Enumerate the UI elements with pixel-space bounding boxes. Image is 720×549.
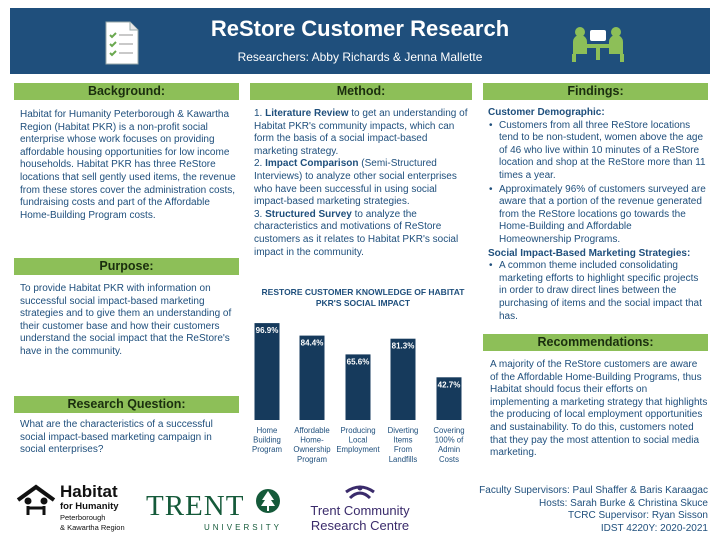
finding-item: • A common theme included consolidating marketing efforts to highlight specific projects in order to draw direct lines between the purchasing of items and the social impact that has. bbox=[488, 260, 706, 323]
bar-value-label: 84.4% bbox=[300, 338, 324, 348]
category-label: Home Building Program bbox=[252, 426, 282, 455]
poster-header bbox=[10, 8, 710, 74]
hosts: Hosts: Sarah Burke & Christina Skuce bbox=[539, 497, 708, 509]
demographic-title: Customer Demographic: bbox=[488, 107, 605, 118]
recommendations-text: A majority of the ReStore customers are aware of the Affordable Home-Building Programs, thus Habitat should focus their efforts on implementing a marketing strategy that highlights the producing of local employment opportunities and sustainability. To do this, customers noted that they pay the most attention to social media marketing. bbox=[490, 359, 708, 459]
researchers-line: Researchers: Abby Richards & Jenna Mallette bbox=[237, 50, 483, 64]
purpose-heading: Purpose: bbox=[14, 258, 239, 275]
bar-value-label: 42.7% bbox=[437, 380, 461, 390]
chart-bar bbox=[391, 339, 416, 420]
recommendations-heading: Recommendations: bbox=[483, 334, 708, 351]
category-label: Affordable Home-Ownership Program bbox=[293, 426, 331, 464]
research-question-heading: Research Question: bbox=[14, 396, 239, 413]
finding-item: • Approximately 96% of customers surveyed are aware that a portion of the revenue generated from the ReStore locations go towards the Home-Building and Affordable Homeownership Programs. bbox=[488, 184, 706, 247]
trent-crest-icon bbox=[254, 486, 282, 518]
social-impact-bar-chart bbox=[250, 310, 476, 470]
category-label: Covering 100% of Admin Costs bbox=[433, 426, 465, 464]
finding-item: • Customers from all three ReStore locations tend to be non-student, women above the age of 46 who live within 10 minutes of a ReStore location and shop at the ReStore more than 11 times a year. bbox=[488, 120, 706, 183]
supervisors-block bbox=[479, 485, 708, 535]
habitat-logo: Habitat for Humanity Peterborough & Kawartha Region bbox=[16, 482, 138, 538]
background-heading: Background: bbox=[14, 83, 239, 100]
faculty-supervisors: Faculty Supervisors: Paul Shaffer & Baris Karaagac bbox=[479, 485, 708, 496]
research-question-text: What are the characteristics of a successful social impact-based marketing campaign in social enterprises? bbox=[20, 419, 213, 456]
category-label: Producing Local Employment bbox=[336, 426, 380, 455]
bar-value-label: 81.3% bbox=[391, 341, 415, 351]
findings-heading: Findings: bbox=[483, 83, 708, 100]
method-heading: Method: bbox=[250, 83, 472, 100]
tcrc-supervisor: TCRC Supervisor: Ryan Sisson bbox=[567, 510, 708, 522]
category-label: Diverting Items From Landfills bbox=[387, 426, 419, 464]
strategies-title: Social Impact-Based Marketing Strategies: bbox=[488, 247, 691, 259]
chart-title: RESTORE CUSTOMER KNOWLEDGE OF HABITAT PKR'S SOCIAL IMPACT bbox=[261, 287, 465, 308]
trent-university-logo: TRENT UNIVERSITY bbox=[146, 484, 286, 534]
findings-content bbox=[488, 107, 706, 324]
bar-value-label: 96.9% bbox=[255, 326, 279, 336]
meeting-people-icon bbox=[570, 24, 626, 64]
tcrc-logo: Trent Community Research Centre bbox=[300, 482, 420, 538]
poster-title: ReStore Customer Research bbox=[210, 16, 510, 41]
chart-bar bbox=[255, 323, 280, 420]
method-item: 2. Impact Comparison (Semi-Structured Interviews) to analyze other social enterprises who have been successful in using social impact-based marketing strategies. bbox=[254, 158, 457, 208]
purpose-text: To provide Habitat PKR with information on successful social impact-based marketing strategies and to give them an understanding of their customer base and how their customers understand the social impact that the ReStore's have in the community. bbox=[20, 283, 232, 357]
bar-value-label: 65.6% bbox=[346, 357, 370, 367]
method-item: 3. Structured Survey to analyze the characteristics and motivations of ReStore customers as it relates to Habitat PKR's social impact in the community. bbox=[254, 208, 459, 258]
method-item: 1. Literature Review to get an understanding of Habitat PKR's community impacts, which can form the basis of a social impact-based marketing strategy. bbox=[254, 108, 468, 157]
background-text: Habitat for Humanity Peterborough & Kawartha Region (Habitat PKR) is a non-profit social enterprise whose work focuses on providing affordable housing opportunities for low income households. Habitat PKR has three ReStore locations that sell gently used items, the revenue from these stores cover the administration costs, fundraising costs and part of the Affordable Home-Building Program costs. bbox=[20, 109, 236, 221]
method-list bbox=[254, 108, 470, 259]
tcrc-drum-icon bbox=[342, 482, 378, 502]
course-code: IDST 4220Y: 2020-2021 bbox=[600, 522, 708, 534]
chart-bar bbox=[300, 336, 325, 420]
habitat-house-icon bbox=[16, 484, 56, 516]
